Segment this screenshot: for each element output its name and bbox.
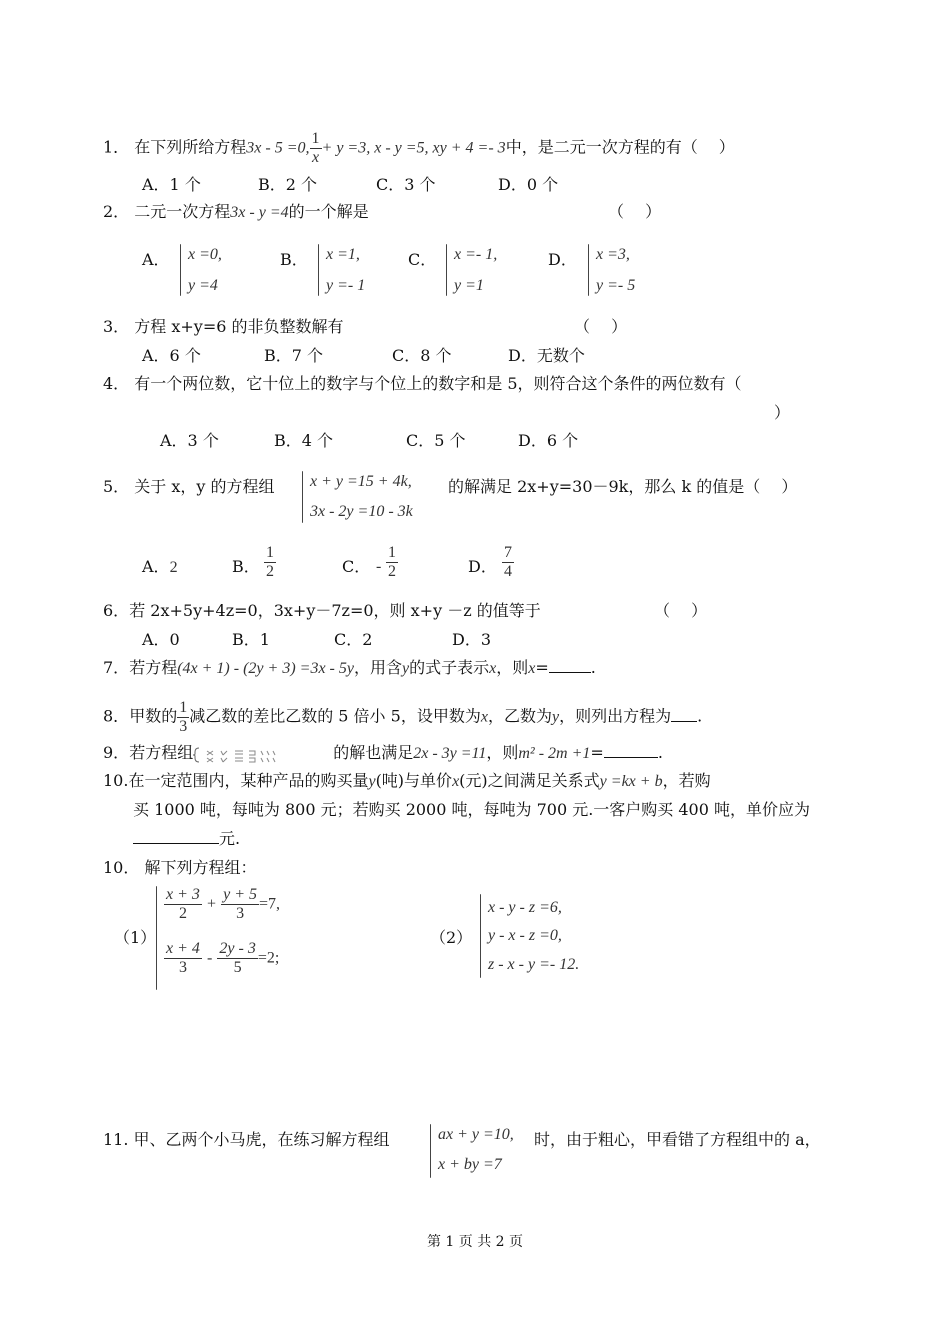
q11-suffix: 时，由于粗心，甲看错了方程组中的 a， — [534, 1130, 821, 1149]
q7-end: ，则 — [496, 658, 529, 677]
q4-line — [103, 374, 742, 393]
q7-eq: (4x + 1) - (2y + 3) =3x - 5y — [177, 660, 354, 677]
q1-option-c: C．3 个 — [376, 175, 436, 194]
q5-system-brace — [302, 471, 303, 523]
q6-paren: （ ） — [654, 601, 708, 620]
q10b-part2-line1: x - y - z =6, — [488, 899, 562, 916]
q5-option-a: A．2 — [142, 557, 178, 576]
q2-option-a-label: A． — [142, 250, 170, 269]
q5-option-c-fraction: $\frac{1}{2}$ — [388, 544, 396, 580]
q10a-line3 — [133, 829, 240, 848]
q1-option-a: A．1 个 — [142, 175, 201, 194]
q9-garbled-system — [193, 746, 333, 762]
q8-mid2: ，乙数为 — [487, 706, 552, 726]
q9-eq: 2x - 3y =11 — [413, 745, 487, 762]
q1-fraction: $\frac{1}{x}$ — [311, 130, 320, 166]
q10b-text: 解下列方程组： — [144, 858, 257, 877]
q2-eq: 3x - y =4 — [230, 204, 289, 221]
q7-number: 7． — [103, 658, 130, 677]
q7-prefix: 若方程 — [129, 658, 178, 677]
q1-line — [103, 130, 735, 166]
q7-line — [103, 658, 596, 678]
q3-text: 方程 x+y=6 的非负整数解有 — [134, 317, 344, 336]
q5-system-line2: 3x - 2y =10 - 3k — [310, 503, 413, 520]
q6-line — [103, 601, 541, 620]
q2-option-c-line2: y =1 — [454, 277, 484, 294]
q8-period: . — [697, 706, 703, 726]
q1-option-b: B．2 个 — [258, 175, 318, 194]
q10a-var-x: x — [452, 773, 460, 790]
q5-option-b-fraction: $\frac{1}{2}$ — [266, 544, 274, 580]
q10a-line1 — [103, 771, 711, 791]
q8-fraction: $\frac{1}{3}$ — [179, 699, 188, 735]
q3-option-d: D．无数个 — [508, 346, 585, 365]
q10b-part1-brace — [156, 886, 157, 990]
q5-system-line1: x + y =15 + 4k, — [310, 473, 412, 490]
q6-option-c: C．2 — [334, 630, 373, 649]
q10b-line — [103, 858, 256, 877]
q7-var-y: y — [401, 660, 410, 677]
q3-line — [103, 317, 344, 336]
q2-number: 2． — [103, 202, 130, 221]
q11-system-line2: x + by =7 — [438, 1156, 502, 1173]
q10b-part2-brace — [480, 894, 481, 978]
q10a-unit: 元. — [219, 829, 241, 848]
q4-option-a: A．3 个 — [160, 431, 219, 450]
q10a-prefix: 10.在一定范围内，某种产品的购买量 — [103, 771, 369, 790]
q10b-part2-line3: z - x - y =- 12. — [488, 956, 580, 973]
q4-option-c: C．5 个 — [406, 431, 466, 450]
q9-line — [103, 743, 663, 763]
q8-line — [103, 699, 702, 735]
q2-option-b-brace — [318, 244, 319, 296]
q5-option-c-label: C． — [342, 557, 371, 576]
q10b-part1-label: （1） — [114, 928, 157, 947]
q2-option-d-brace — [588, 244, 589, 296]
q4-text: 有一个两位数，它十位上的数字与个位上的数字和是 5，则符合这个条件的两位数有（ — [134, 374, 742, 393]
q4-option-b: B．4 个 — [274, 431, 334, 450]
q2-option-c-brace — [446, 244, 447, 296]
q3-option-c: C．8 个 — [392, 346, 452, 365]
q5-option-d-fraction: $\frac{7}{4}$ — [504, 544, 512, 580]
q1-eq2: + y =3, x - y =5, xy + 4 =- 3 — [321, 139, 506, 157]
q6-number: 6． — [103, 601, 130, 620]
q2-option-c-label: C． — [408, 250, 437, 269]
q1-number: 1． — [103, 137, 130, 157]
q11-system-brace — [430, 1124, 431, 1178]
q5-number: 5． — [103, 477, 130, 496]
q10a-end: ，若购 — [662, 771, 711, 790]
q9-number: 9． — [103, 743, 130, 762]
q8-mid: 减乙数的差比乙数的 5 倍小 5，设甲数为 — [189, 706, 481, 726]
q10b-part1-eq1: $\frac{x + 3}{2}$ + $\frac{y + 5}{3}$ =7, — [166, 886, 281, 922]
q7-equals: = — [535, 658, 549, 677]
q10a-line2: 买 1000 吨，每吨为 800 元；若购买 2000 吨，每吨为 700 元.一客户购买 400 吨，单价应为 — [133, 800, 811, 819]
q2-option-d-line2: y =- 5 — [596, 277, 636, 294]
q1-option-d: D．0 个 — [498, 175, 559, 194]
q2-option-b-line1: x =1, — [326, 246, 360, 263]
q10b-number: 10． — [103, 858, 140, 877]
q2-prefix: 二元一次方程 — [134, 202, 231, 221]
q3-option-a: A．6 个 — [142, 346, 201, 365]
q5-option-c-sign: - — [376, 558, 382, 575]
q9-equals: = — [590, 743, 604, 762]
q7-answer-blank — [549, 672, 591, 673]
q9-expr: m² - 2m +1 — [518, 745, 591, 762]
q8-var-y: y — [551, 708, 560, 726]
q11-system-line1: ax + y =10, — [438, 1126, 514, 1143]
q2-option-c-line1: x =- 1, — [454, 246, 498, 263]
q5-option-d-label: D． — [468, 557, 497, 576]
q10b-part1-eq2: $\frac{x + 4}{3}$ - $\frac{2y - 3}{5}$ =2; — [166, 940, 280, 976]
q3-number: 3． — [103, 317, 130, 336]
q10a-mid2: (元)之间满足关系式 — [459, 771, 600, 790]
q2-suffix: 的一个解是 — [288, 202, 369, 221]
q6-text: 若 2x+5y+4z=0，3x+y－7z=0，则 x+y －z 的值等于 — [129, 601, 541, 620]
q7-end-x: x — [528, 660, 536, 677]
q9-prefix: 若方程组 — [129, 743, 194, 762]
q2-line — [103, 202, 369, 222]
q10a-answer-blank — [133, 843, 219, 844]
q6-option-a: A．0 — [142, 630, 180, 649]
q2-option-a-brace — [180, 244, 181, 296]
q8-prefix: 甲数的 — [129, 706, 178, 726]
q6-option-b: B．1 — [232, 630, 270, 649]
q7-var-x: x — [489, 660, 497, 677]
q4-number: 4． — [103, 374, 130, 393]
q8-number: 8． — [103, 706, 130, 726]
q9-period: . — [657, 743, 663, 762]
page-footer: 第 1 页 共 2 页 — [426, 1234, 524, 1250]
q9-answer-blank — [604, 757, 658, 758]
q2-option-b-label: B． — [280, 250, 308, 269]
q5-prefix-line — [103, 477, 275, 496]
q5-option-b-label: B． — [232, 557, 260, 576]
q2-paren: （ ） — [608, 202, 662, 221]
q11-prefix: 11. 甲、乙两个小马虎，在练习解方程组 — [103, 1130, 390, 1149]
q10a-var-y: y — [368, 773, 376, 790]
q6-option-d: D．3 — [452, 630, 492, 649]
q10a-eq: y =kx + b — [599, 773, 663, 790]
q4-close: ） — [774, 403, 791, 422]
q10a-mid: (吨)与单价 — [375, 771, 453, 790]
q8-end: ，则列出方程为 — [559, 706, 672, 726]
q2-option-a-line1: x =0, — [188, 246, 222, 263]
q3-paren: （ ） — [574, 317, 628, 336]
q1-eq1: 3x - 5 =0, — [246, 139, 310, 157]
q10b-part2-line2: y - x - z =0, — [488, 927, 562, 944]
q5-suffix: 的解满足 2x+y=30－9k，那么 k 的值是（ ） — [448, 477, 798, 496]
q7-period: . — [590, 658, 596, 677]
q1-suffix: 中，是二元一次方程的有（ ） — [505, 137, 735, 157]
q10b-part2-label: （2） — [430, 928, 473, 947]
q9-mid2: ，则 — [486, 743, 519, 762]
q8-var-x: x — [480, 708, 488, 726]
q3-option-b: B．7 个 — [264, 346, 324, 365]
q4-option-d: D．6 个 — [518, 431, 579, 450]
q7-mid: ，用含 — [353, 658, 402, 677]
q5-prefix: 关于 x，y 的方程组 — [134, 477, 275, 496]
q2-option-d-line1: x =3, — [596, 246, 630, 263]
q7-mid2: 的式子表示 — [409, 658, 490, 677]
q9-mid: 的解也满足 — [333, 743, 414, 762]
q2-option-b-line2: y =- 1 — [326, 277, 366, 294]
q2-option-a-line2: y =4 — [188, 277, 218, 294]
q8-answer-blank — [671, 721, 697, 722]
q2-option-d-label: D． — [548, 250, 577, 269]
q1-prefix: 在下列所给方程 — [134, 137, 247, 157]
